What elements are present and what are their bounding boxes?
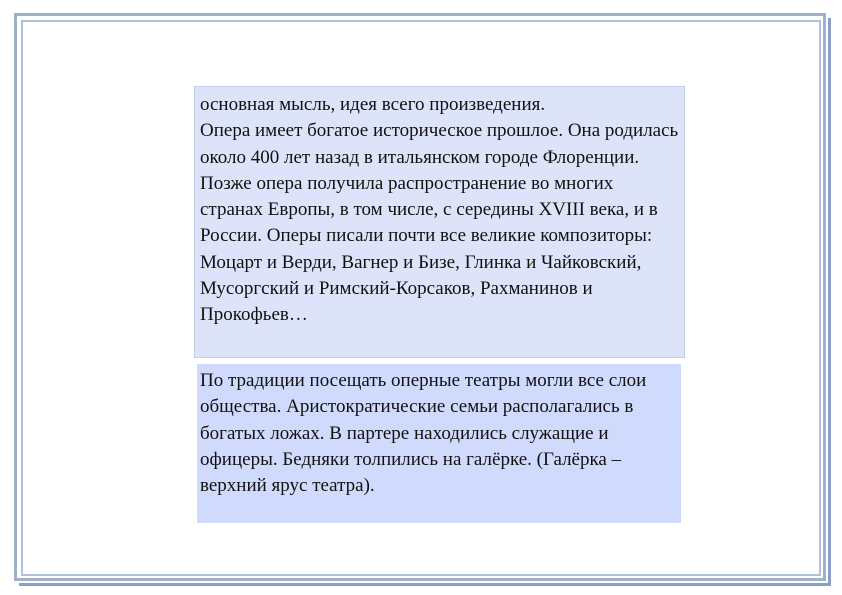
text-box-theatre-tradition: По традиции посещать оперные театры могли все слои общества. Аристократические семьи располагались в богатых ложах. В партере находились служащие и офицеры. Бедняки толпились на галёрке. (Галёрка – верхний ярус театра).: [197, 364, 681, 523]
text-box-opera-history: основная мысль, идея всего произведения. Опера имеет богатое историческое прошлое. Она родилась около 400 лет назад в итальянском городе Флоренции. Позже опера получила распространение во многих странах Европы, в том числе, с середины XVIII века, и в России. Оперы писали почти все великие композиторы: Моцарт и Верди, Вагнер и Бизе, Глинка и Чайковский, Мусоргский и Римский-Корсаков, Рахманинов и Прокофьев…: [194, 86, 685, 358]
